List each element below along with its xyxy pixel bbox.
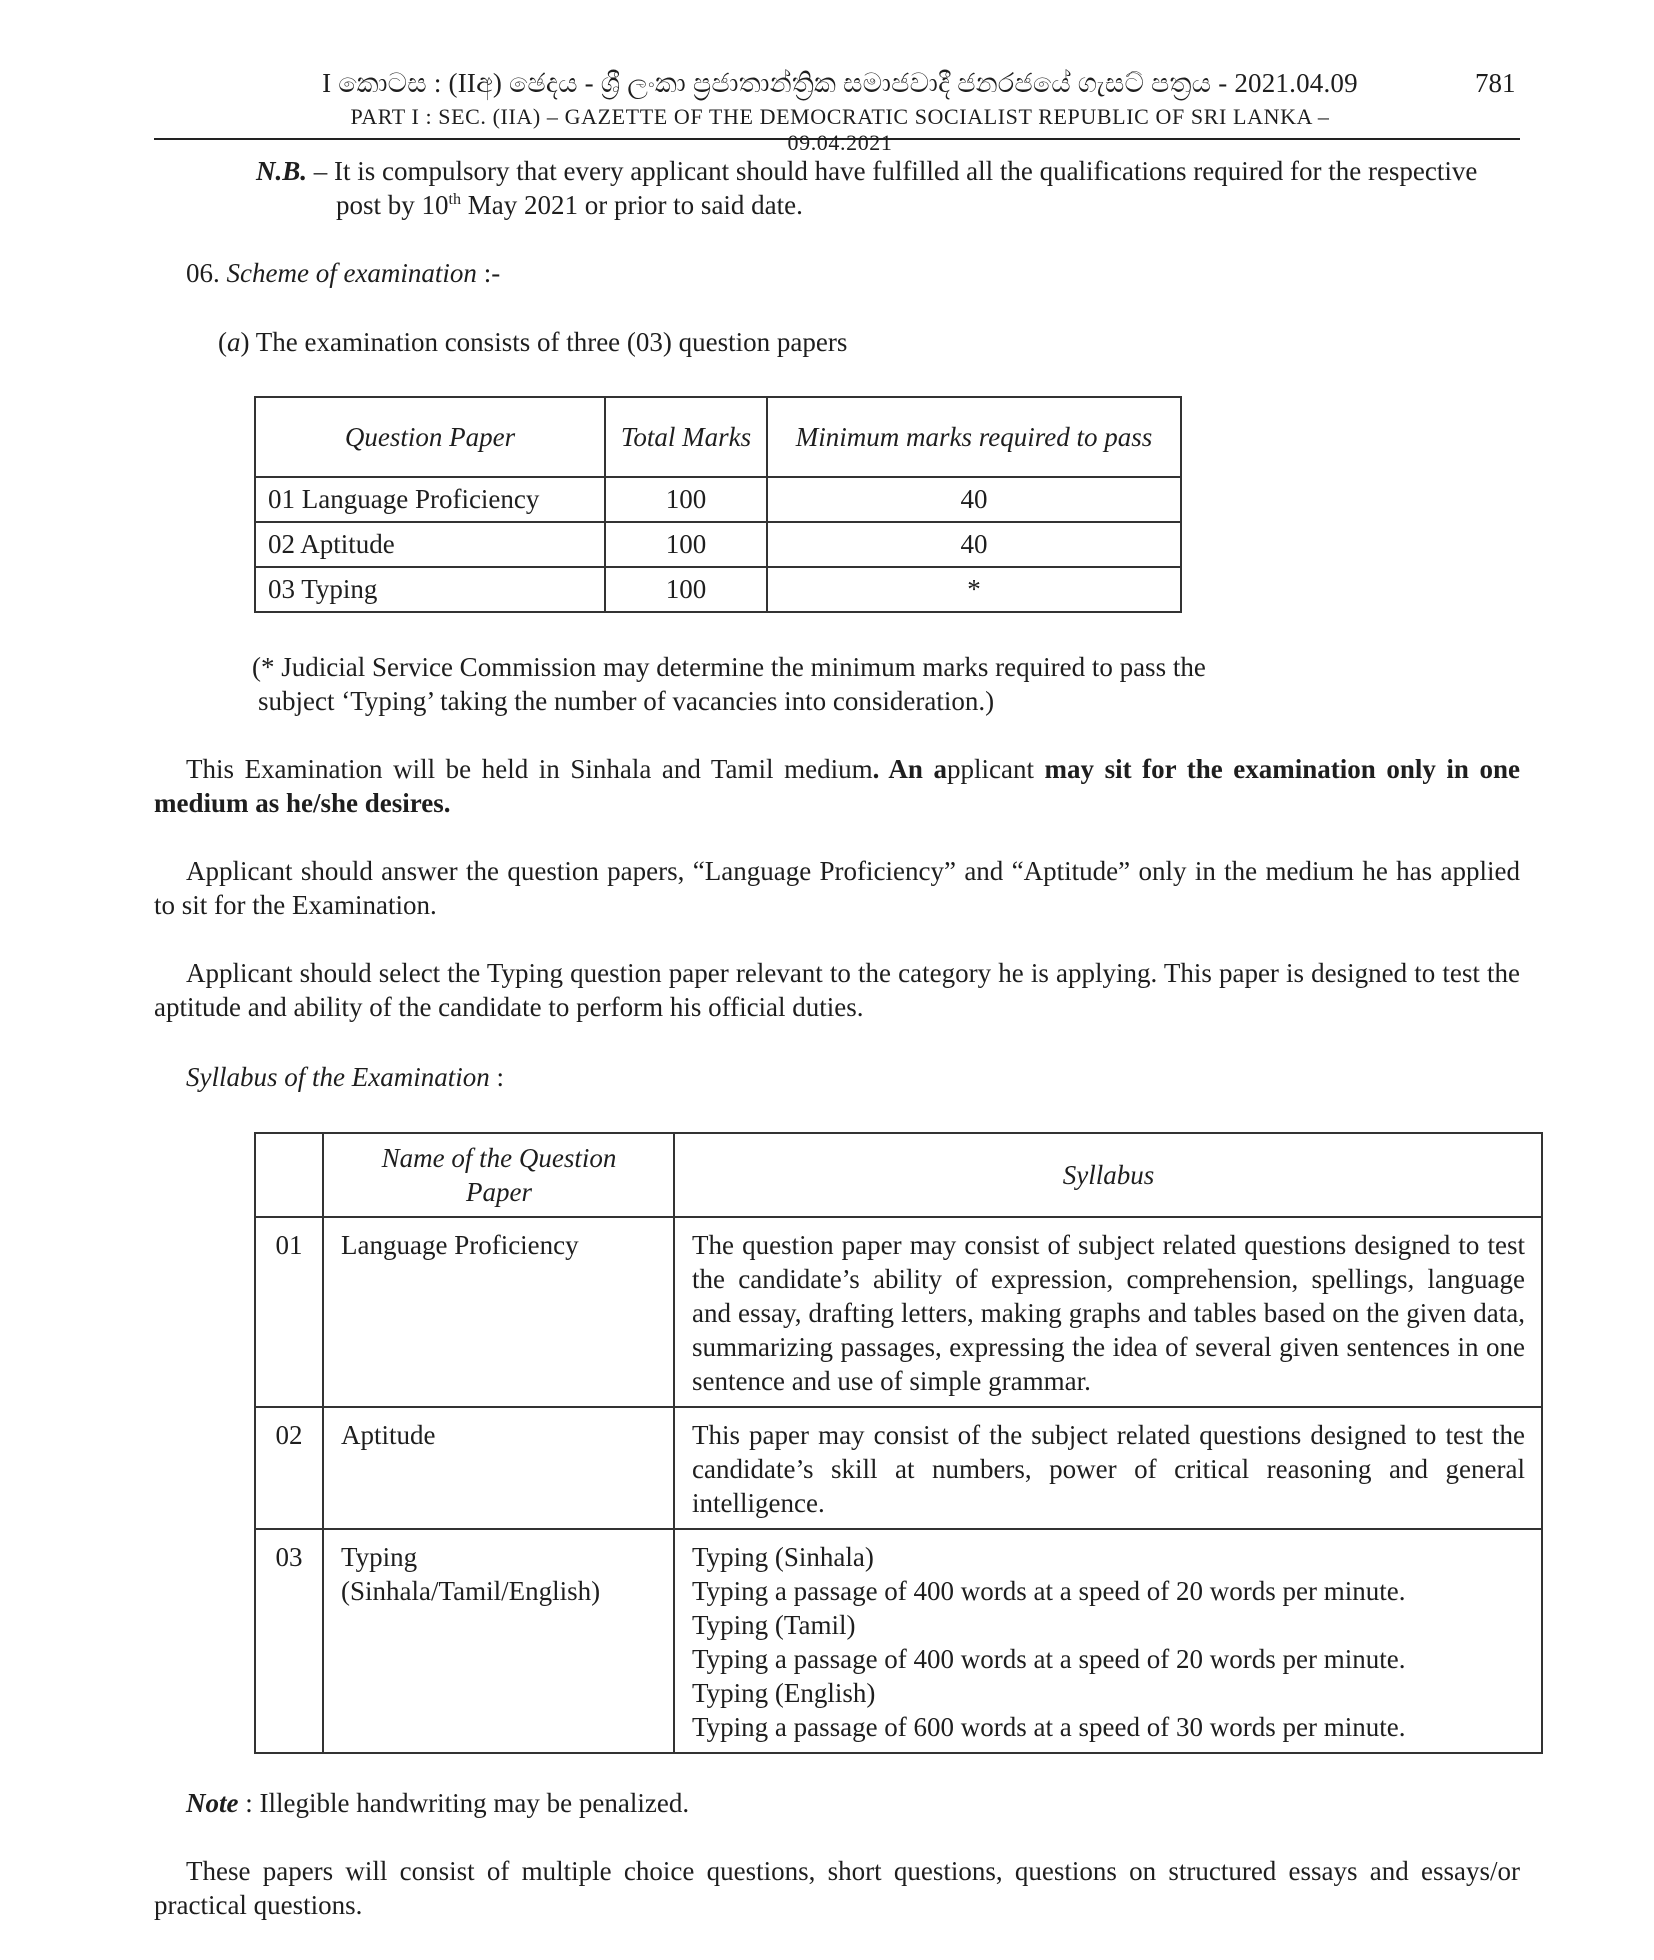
header-english-text: PART I : SEC. (IIA) – GAZETTE OF THE DEMOCRATIC SOCIALIST REPUBLIC OF SRI LANKA – 09.04.2021 <box>350 104 1330 155</box>
note-label: Note <box>186 1788 239 1818</box>
row-number: 02 <box>255 1407 323 1529</box>
table-row <box>255 522 1181 567</box>
typing-footnote <box>252 650 1352 718</box>
row-paper-name-line-2: (Sinhala/Tamil/English) <box>341 1576 601 1606</box>
paragraph-medium <box>154 752 1520 820</box>
row-number: 01 <box>255 1217 323 1407</box>
cell-total: 100 <box>605 522 767 567</box>
syllabus-heading-suffix: : <box>489 1062 504 1092</box>
footnote-line-2: subject ‘Typing’ taking the number of vacancies into consideration.) <box>258 686 995 716</box>
paragraph-papers: These papers will consist of multiple choice questions, short questions, questions on structured essays and essays/or practical questions. <box>154 1856 1520 1920</box>
syllabus-line: Typing a passage of 400 words at a speed of 20 words per minute. <box>692 1576 1406 1606</box>
row-number: 03 <box>255 1529 323 1753</box>
section-06-suffix: :- <box>476 258 501 288</box>
section-06-a: (a) The examination consists of three (03) question papers <box>218 327 848 357</box>
cell-total: 100 <box>605 477 767 522</box>
table-row <box>255 477 1181 522</box>
header-question-paper-name <box>323 1133 674 1217</box>
table-row <box>255 1217 1542 1407</box>
syllabus-heading-label: Syllabus of the Examination <box>186 1062 490 1092</box>
row-paper-name-line-1: Typing <box>341 1542 418 1572</box>
medium-text-1: This Examination will be held in Sinhala and Tamil medium <box>186 754 873 784</box>
row-syllabus: This paper may consist of the subject related questions designed to test the candidate’s skill at numbers, power of critical reasoning and general intelligence. <box>674 1407 1542 1529</box>
syllabus-line: Typing (Tamil) <box>692 1610 856 1640</box>
nb-text-a: – It is compulsory that every applicant should have fulfilled all the qualifications required for the respective <box>313 156 1478 186</box>
medium-text-2: . An a <box>872 754 947 784</box>
header-english-line <box>300 104 1380 156</box>
syllabus-table <box>254 1132 1543 1754</box>
nb-sup: th <box>448 191 461 208</box>
header-sinhala-line: I කොටස : (IIඅ) ඡෙදය - ශ්‍රී ලංකා ප්‍රජාතාන්ත්‍රික සමාජවාදී ජනරජයේ ගැසට් පත්‍රය - 2021.04.09 <box>322 68 1358 98</box>
marks-table <box>254 396 1182 613</box>
header-total-marks: Total Marks <box>605 397 767 477</box>
medium-text-3: pplicant <box>946 754 1045 784</box>
cell-paper: 02 Aptitude <box>255 522 605 567</box>
section-06-heading <box>186 256 500 290</box>
paragraph-typing: Applicant should select the Typing question paper relevant to the category he is applying. This paper is designed to test the aptitude and ability of the candidate to perform his official duties. <box>154 958 1520 1022</box>
section-06-a-text: The examination consists of three (03) question papers <box>249 327 848 357</box>
paragraph-answer: Applicant should answer the question papers, “Language Proficiency” and “Aptitude” only in the medium he has applied to sit for the Examination. <box>154 856 1520 920</box>
syllabus-table-header <box>255 1133 1542 1217</box>
nb-text-c: May 2021 or prior to said date. <box>460 190 803 220</box>
marks-table-header <box>255 397 1181 477</box>
section-06-number: 06. <box>186 258 220 288</box>
syllabus-line: Typing (English) <box>692 1678 876 1708</box>
header-syllabus: Syllabus <box>674 1133 1542 1217</box>
nb-paragraph <box>256 154 1520 222</box>
nb-text-b: post by 10 <box>336 190 449 220</box>
syllabus-heading <box>186 1060 504 1094</box>
table-row <box>255 1407 1542 1529</box>
page-number: 781 <box>1475 68 1516 98</box>
cell-minimum: 40 <box>767 522 1181 567</box>
table-row <box>255 1529 1542 1753</box>
medium-text-4: may sit for the examination only in one medium as he/she desires. <box>154 754 1520 818</box>
row-paper-name: Language Proficiency <box>323 1217 674 1407</box>
table-row <box>255 567 1181 612</box>
cell-minimum: * <box>767 567 1181 612</box>
footnote-line-1: (* Judicial Service Commission may determine the minimum marks required to pass the <box>252 652 1206 682</box>
header-question-paper: Question Paper <box>255 397 605 477</box>
header-number <box>255 1133 323 1217</box>
cell-paper: 03 Typing <box>255 567 605 612</box>
cell-minimum: 40 <box>767 477 1181 522</box>
syllabus-line: Typing (Sinhala) <box>692 1542 874 1572</box>
note-text: : Illegible handwriting may be penalized. <box>238 1788 690 1818</box>
header-question-paper-name-text: Name of the Question Paper <box>381 1143 617 1207</box>
row-syllabus: The question paper may consist of subject related questions designed to test the candidate’s ability of expression, comprehension, spellings, language and essay, drafting letters, making graphs and tables based on the given data, summarizing passages, expressing the idea of several given sentences in one sentence and use of simple grammar. <box>674 1217 1542 1407</box>
cell-paper: 01 Language Proficiency <box>255 477 605 522</box>
row-paper-name: Aptitude <box>323 1407 674 1529</box>
syllabus-line: Typing a passage of 600 words at a speed of 30 words per minute. <box>692 1712 1406 1742</box>
section-06-a-label: a <box>227 327 241 357</box>
row-paper-name <box>323 1529 674 1753</box>
section-06-title: Scheme of examination <box>226 258 477 288</box>
row-syllabus <box>674 1529 1542 1753</box>
header-minimum-marks: Minimum marks required to pass <box>767 397 1181 477</box>
cell-total: 100 <box>605 567 767 612</box>
syllabus-line: Typing a passage of 400 words at a speed of 20 words per minute. <box>692 1644 1406 1674</box>
note-line <box>186 1786 689 1820</box>
header-rule <box>154 138 1520 140</box>
nb-label: N.B. <box>256 156 308 186</box>
